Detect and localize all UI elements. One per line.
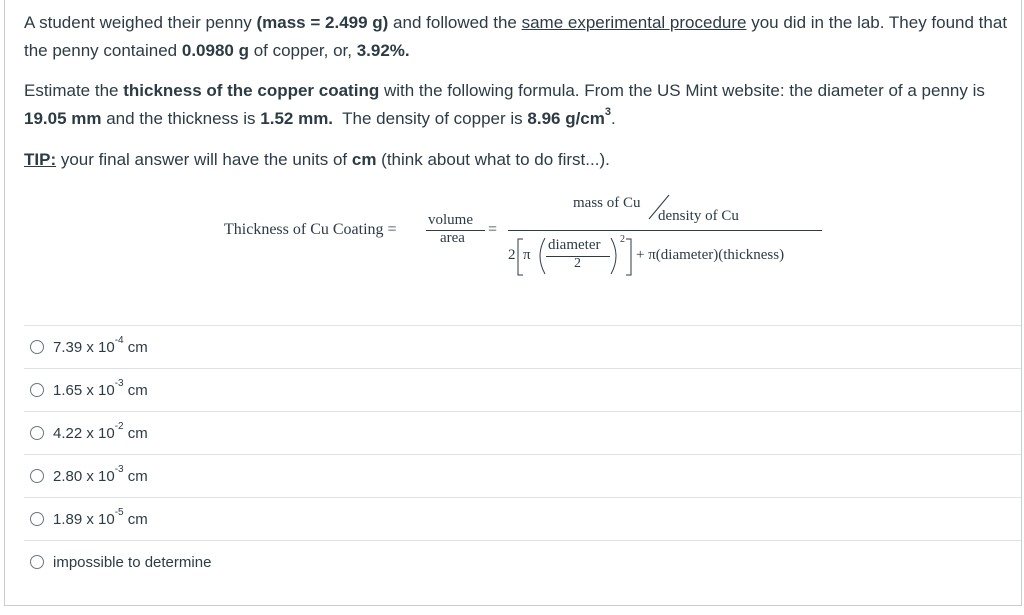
text: you did in the lab. They found that the penny contained [24,13,1008,60]
thickness-formula [0,190,1024,280]
procedure-link[interactable]: same experimental procedure [521,13,747,32]
formula-equals: = [488,221,498,238]
answer-label: impossible to determine [53,553,212,571]
formula-density-of-cu: density of Cu [658,208,739,224]
tip-label: TIP: [24,150,57,169]
density-exponent: 3 [604,106,612,119]
formula-pi: π [523,247,531,263]
text: . [611,109,616,128]
text: and followed the [388,13,522,32]
right-bracket [624,237,634,277]
text: (think about what to do first...). [376,150,610,169]
formula-two: 2 [508,247,516,263]
text: of copper, or, [248,41,357,60]
formula-diameter: diameter [548,237,601,253]
tip-paragraph [24,146,1014,174]
diameter-value: 19.05 mm [24,109,102,128]
text: your final answer will have the units of [56,150,352,169]
radio-circle-icon[interactable] [30,469,44,483]
radio-circle-icon[interactable] [30,512,44,526]
left-paren [533,236,547,276]
main-fraction-bar [508,230,822,231]
density-value [527,106,612,128]
formula-plus-term: + π(diameter)(thickness) [636,247,785,263]
answer-option[interactable] [24,325,1021,368]
answer-option[interactable] [24,497,1021,540]
answer-label: 1.65 x $10^{-3}$ cm [53,377,148,399]
answer-option[interactable] [24,411,1021,454]
formula-area: area [440,230,465,246]
answer-options [24,325,1021,583]
text: A student weighed their penny [24,13,257,32]
units-cm: cm [351,150,377,169]
thickness-term: thickness of the copper coating [123,81,380,100]
answer-label: 1.89 x $10^{-5}$ cm [53,506,148,528]
density-text: 8.96 g/cm [527,109,605,128]
copper-percent: 3.92%. [356,41,410,60]
answer-label: 4.22 x $10^{-2}$ cm [53,420,148,442]
copper-mass: 0.0980 g [181,41,249,60]
formula-denominator-two: 2 [574,256,581,271]
text: and the thickness is [101,109,261,128]
answer-label: 2.80 x $10^{-3}$ cm [53,463,148,485]
radio-circle-icon[interactable] [30,426,44,440]
text: Estimate the [24,81,124,100]
text: The density of copper is [333,109,528,128]
question-paragraph-1 [24,9,1014,65]
answer-option[interactable] [24,368,1021,411]
question-paragraph-2 [24,77,1014,133]
thickness-value: 1.52 mm. [260,109,334,128]
answer-option[interactable] [24,540,1021,583]
text: with the following formula. From the US Mint website: the diameter of a penny is [379,81,985,100]
formula-squared: 2 [620,234,625,245]
radio-circle-icon[interactable] [30,340,44,354]
answer-label: 7.39 x $10^{-4}$ cm [53,334,148,356]
answer-option[interactable] [24,454,1021,497]
mass-value: (mass = 2.499 g) [256,13,389,32]
formula-volume: volume [428,212,473,228]
formula-mass-of-cu: mass of Cu [573,195,641,211]
radio-circle-icon[interactable] [30,555,44,569]
radio-circle-icon[interactable] [30,383,44,397]
formula-lhs: Thickness of Cu Coating = [224,221,397,238]
